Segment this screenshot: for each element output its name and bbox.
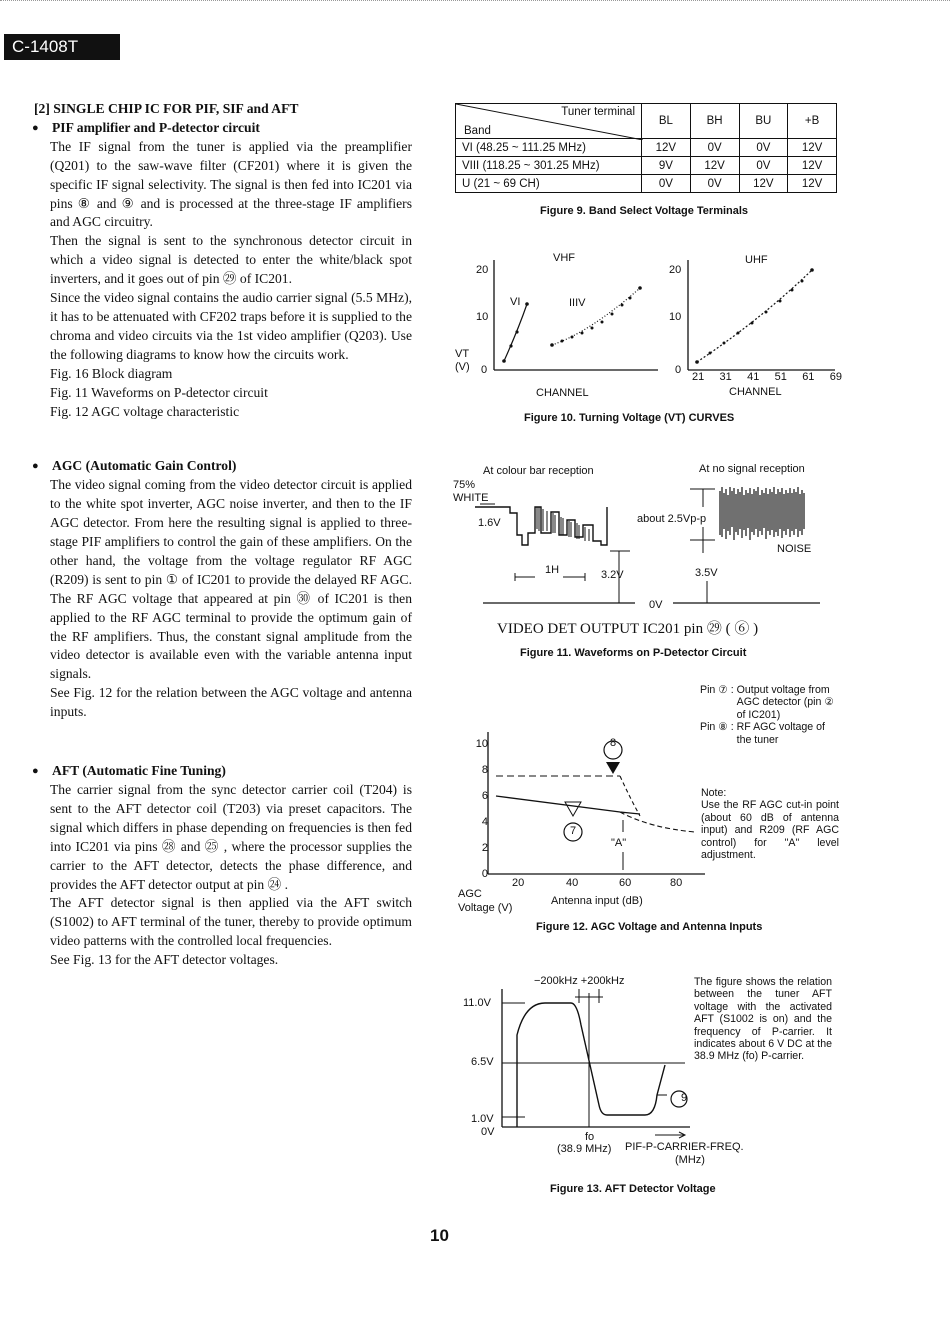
fig11-footer: VIDEO DET OUTPUT IC201 pin ㉙ ( ⑥ ) (497, 621, 759, 637)
figure-10-caption: Figure 10. Turning Voltage (VT) CURVES (524, 412, 735, 424)
vhf-iiiv-label: IIIV (569, 297, 586, 309)
fig12-note-text: Use the RF AGC cut-in point (about 60 dB of antenna input) and R209 (RF AGC control) for "A" level adjustment. (701, 799, 839, 862)
pif-ref-2: Fig. 11 Waveforms on P-detector circuit (50, 384, 268, 400)
pif-ref-1: Fig. 16 Block diagram (50, 365, 173, 381)
value-cell: 0V (642, 175, 691, 193)
corner-top-label: Tuner terminal (561, 106, 635, 118)
fig13-aft-curve (517, 1003, 665, 1127)
vhf-xlabel: CHANNEL (536, 387, 589, 399)
fig12-ytick: 10 (475, 738, 488, 750)
fig12-a-label: "A" (611, 837, 627, 849)
vt-label: VT (455, 348, 470, 360)
uhf-ytick-0: 0 (675, 364, 682, 376)
fig12-yticks (472, 731, 488, 887)
table-row (456, 139, 837, 157)
pif-ref-3: Fig. 12 AGC voltage characteristic (50, 403, 240, 419)
pif-paragraph-2: Then the signal is sent to the synchronous detector circuit in which a video signal is detected to enter the white/black spot inverters, and it goes out of pin ㉙ of IC201. (50, 233, 412, 287)
value-cell: 9V (642, 157, 691, 175)
agc-paragraph-2: See Fig. 12 for the relation between the AGC voltage and antenna inputs. (50, 685, 412, 720)
vhf-ytick-20: 20 (476, 264, 489, 276)
fig13-65v: 6.5V (471, 1056, 494, 1068)
band-cell: VI (48.25 ~ 111.25 MHz) (456, 139, 642, 157)
agc-heading: ● AGC (Automatic Gain Control) (34, 457, 412, 476)
fig11-75-label: 75% (453, 479, 476, 491)
uhf-xticks (692, 371, 842, 383)
fig12-xtick: 40 (566, 877, 579, 889)
fig11-vpp: about 2.5Vp-p (637, 513, 707, 525)
fig12-xtick: 80 (670, 877, 683, 889)
fig13-xlabel-3: (MHz) (675, 1154, 705, 1166)
vhf-iiiv-points (550, 286, 642, 347)
figure-11-caption: Figure 11. Waveforms on P-Detector Circuit (520, 647, 747, 659)
pin7-tail-curve (620, 812, 695, 832)
fig12-xlabel: Antenna input (dB) (551, 895, 643, 907)
model-badge: C-1408T (4, 34, 120, 60)
value-cell: 12V (788, 175, 837, 193)
vhf-ytick-0: 0 (481, 364, 488, 376)
fig11-1h: 1H (545, 564, 560, 576)
fig11-v16: 1.6V (478, 517, 501, 529)
fig11-noise: NOISE (777, 543, 812, 555)
table-corner-cell (456, 104, 642, 139)
fig12-ylabel-unit: Voltage (V) (458, 902, 513, 914)
fig13-description: The figure shows the relation between the tuner AFT voltage with the activated AFT (S1002 is on) and the frequency of P-carrier. It indicates about 6 V DC at the 38.9 MHz (fo) P-carrier. (694, 976, 832, 1063)
uhf-label: UHF (745, 254, 768, 266)
fig12-ytick: 2 (481, 842, 488, 854)
aft-paragraph-2: The AFT detector signal is then applied via the AFT switch (S1002) to AFT terminal of the tuner, thereby to provide optimum video patterns with the controlled local frequencies. (50, 895, 412, 949)
vhf-ytick-10: 10 (476, 311, 489, 323)
fig13-11v: 11.0V (463, 997, 491, 1009)
fig12-ylabel: AGC (458, 888, 482, 900)
pif-paragraph-1: The IF signal from the tuner is applied via the preamplifier (Q201) to the saw-wave filter (CF201) where it is given the specific IF signal selectivity. The signal is then fed into IC201 via pins ⑧ and ⑨ and is processed at the three-stage IF amplifiers and AGC circuitry. (50, 138, 412, 230)
fig12-xtick: 20 (512, 877, 525, 889)
value-cell: 0V (690, 139, 739, 157)
fig12-legend-pin: Pin ⑧ : (700, 721, 734, 734)
fig13-fo: fo (585, 1131, 595, 1143)
fig13-xlabel-1: (38.9 MHz) (557, 1143, 612, 1155)
value-cell: 12V (739, 175, 788, 193)
uhf-ytick-10: 10 (669, 311, 682, 323)
band-cell: VIII (118.25 ~ 301.25 MHz) (456, 157, 642, 175)
column-header: +B (788, 104, 837, 139)
value-cell: 12V (690, 157, 739, 175)
pin7-curve (496, 796, 640, 814)
figure-9-caption: Figure 9. Band Select Voltage Terminals (540, 205, 749, 217)
fig12-legend-pin: Pin ⑦ : (700, 684, 734, 696)
uhf-points (695, 268, 814, 364)
fig12-legend-text: RF AGC voltage of the tuner (736, 721, 825, 746)
fig11-left-title: At colour bar reception (483, 465, 594, 477)
body-text-column (34, 100, 412, 970)
colour-bar-staircase (537, 507, 589, 541)
uhf-xtick: 51 (774, 371, 787, 383)
column-header: BU (739, 104, 788, 139)
uhf-ytick-20: 20 (669, 264, 682, 276)
vhf-label: VHF (553, 252, 575, 264)
pin8-drop-curve (620, 776, 640, 816)
table-row (456, 175, 837, 193)
fig12-legend-text: Output voltage from AGC detector (pin ② of IC201) (736, 684, 834, 721)
fig12-ytick: 6 (481, 790, 488, 802)
fig11-zero: 0V (649, 599, 663, 611)
noise-waveform (720, 487, 804, 540)
figure-13-aft-graph (495, 985, 695, 1145)
value-cell: 0V (690, 175, 739, 193)
fig12-ytick: 4 (481, 816, 488, 828)
figure-12-agc-graph (480, 728, 710, 888)
fig13-1v: 1.0V (471, 1113, 494, 1125)
uhf-xtick: 69 (829, 371, 842, 383)
fig13-top-labels: −200kHz +200kHz (534, 975, 625, 987)
figure-13-caption: Figure 13. AFT Detector Voltage (550, 1183, 716, 1195)
value-cell: 12V (788, 157, 837, 175)
uhf-curve (697, 270, 812, 362)
pif-paragraph-3: Since the video signal contains the audio carrier signal (5.5 MHz), it has to be attenuated with CF202 traps before it is supplied to the chroma and video circuits via the 1st video amplifier (Q203). Use the following diagrams to know how the circuits work. (50, 290, 412, 362)
uhf-xtick: 61 (802, 371, 815, 383)
fig12-ytick: 8 (481, 764, 488, 776)
fig12-legend-item (700, 684, 840, 721)
fig13-marker-9: 9 (680, 1092, 688, 1104)
value-cell: 0V (739, 157, 788, 175)
pin8-arrow-down (606, 762, 620, 774)
vt-unit-label: (V) (455, 361, 470, 373)
fig11-white-label: WHITE (453, 492, 489, 504)
fig13-xlabel-2: PIF-P-CARRIER-FREQ. (625, 1141, 744, 1153)
pif-heading: ● PIF amplifier and P-detector circuit (34, 119, 412, 138)
aft-heading: ● AFT (Automatic Fine Tuning) (34, 762, 412, 781)
vhf-iiiv-curve (552, 288, 640, 345)
fig12-note (701, 787, 839, 861)
fig11-v35: 3.5V (695, 567, 718, 579)
corner-bottom-label: Band (464, 125, 491, 137)
uhf-xtick: 31 (719, 371, 732, 383)
fig12-legend (700, 684, 840, 746)
uhf-xtick: 41 (747, 371, 760, 383)
agc-paragraph-1: The video signal coming from the video detector circuit is applied to the white spot inverter, AGC noise inverter, and then to the IF AGC detector. From here the resulting signal is applied to three-stage PIF amplifiers to control the gain of these amplifiers. On the other hand, the voltage from the voltage regulator RF AGC (R209) is sent to pin ① of IC201 to provide the delayed RF AGC. The RF AGC voltage that appeared at pin ㉚ of IC201 is then applied to the RF AGC terminal to provide the optimum gain of the RF amplifiers. Thus, the constant signal amplitude from the video detector is available even with the variable antenna input signals. (50, 477, 412, 682)
aft-paragraph-3: See Fig. 13 for the AFT detector voltages. (50, 952, 279, 968)
column-header: BH (690, 104, 739, 139)
uhf-xlabel: CHANNEL (729, 386, 782, 398)
band-cell: U (21 ~ 69 CH) (456, 175, 642, 193)
table-row (456, 157, 837, 175)
pin7-arrow-up (565, 802, 581, 816)
fig12-legend-item (700, 721, 840, 746)
fig12-marker-8: 8 (609, 737, 617, 749)
figure-12-caption: Figure 12. AGC Voltage and Antenna Inputs (536, 921, 763, 933)
fig12-xtick: 60 (619, 877, 632, 889)
column-header: BL (642, 104, 691, 139)
fig12-ytick: 0 (481, 868, 488, 880)
band-voltage-table (455, 103, 837, 193)
vhf-vi-label: VI (510, 296, 521, 308)
fig12-note-title: Note: (701, 787, 727, 799)
aft-paragraph-1: The carrier signal from the sync detector carrier coil (T204) is sent to the AFT detector coil (T203) via preset capacitors. The signal which differs in phase depending on frequencies is then fed into IC201 via pins ㉘ and ㉕ , where the processor supplies the carrier to the AFT detector, detects the phase difference, and provides the AFT detector output at pin ㉔ . (50, 782, 412, 892)
value-cell: 12V (788, 139, 837, 157)
fig13-0v: 0V (481, 1126, 495, 1138)
section-title: [2] SINGLE CHIP IC FOR PIF, SIF and AFT (34, 101, 299, 116)
value-cell: 0V (739, 139, 788, 157)
top-rule (0, 0, 950, 2)
value-cell: 12V (642, 139, 691, 157)
uhf-xtick: 21 (692, 371, 705, 383)
fig11-v32: 3.2V (601, 569, 624, 581)
page-number: 10 (430, 1226, 449, 1245)
fig12-marker-7: 7 (569, 825, 577, 837)
fig11-right-title: At no signal reception (699, 463, 805, 475)
